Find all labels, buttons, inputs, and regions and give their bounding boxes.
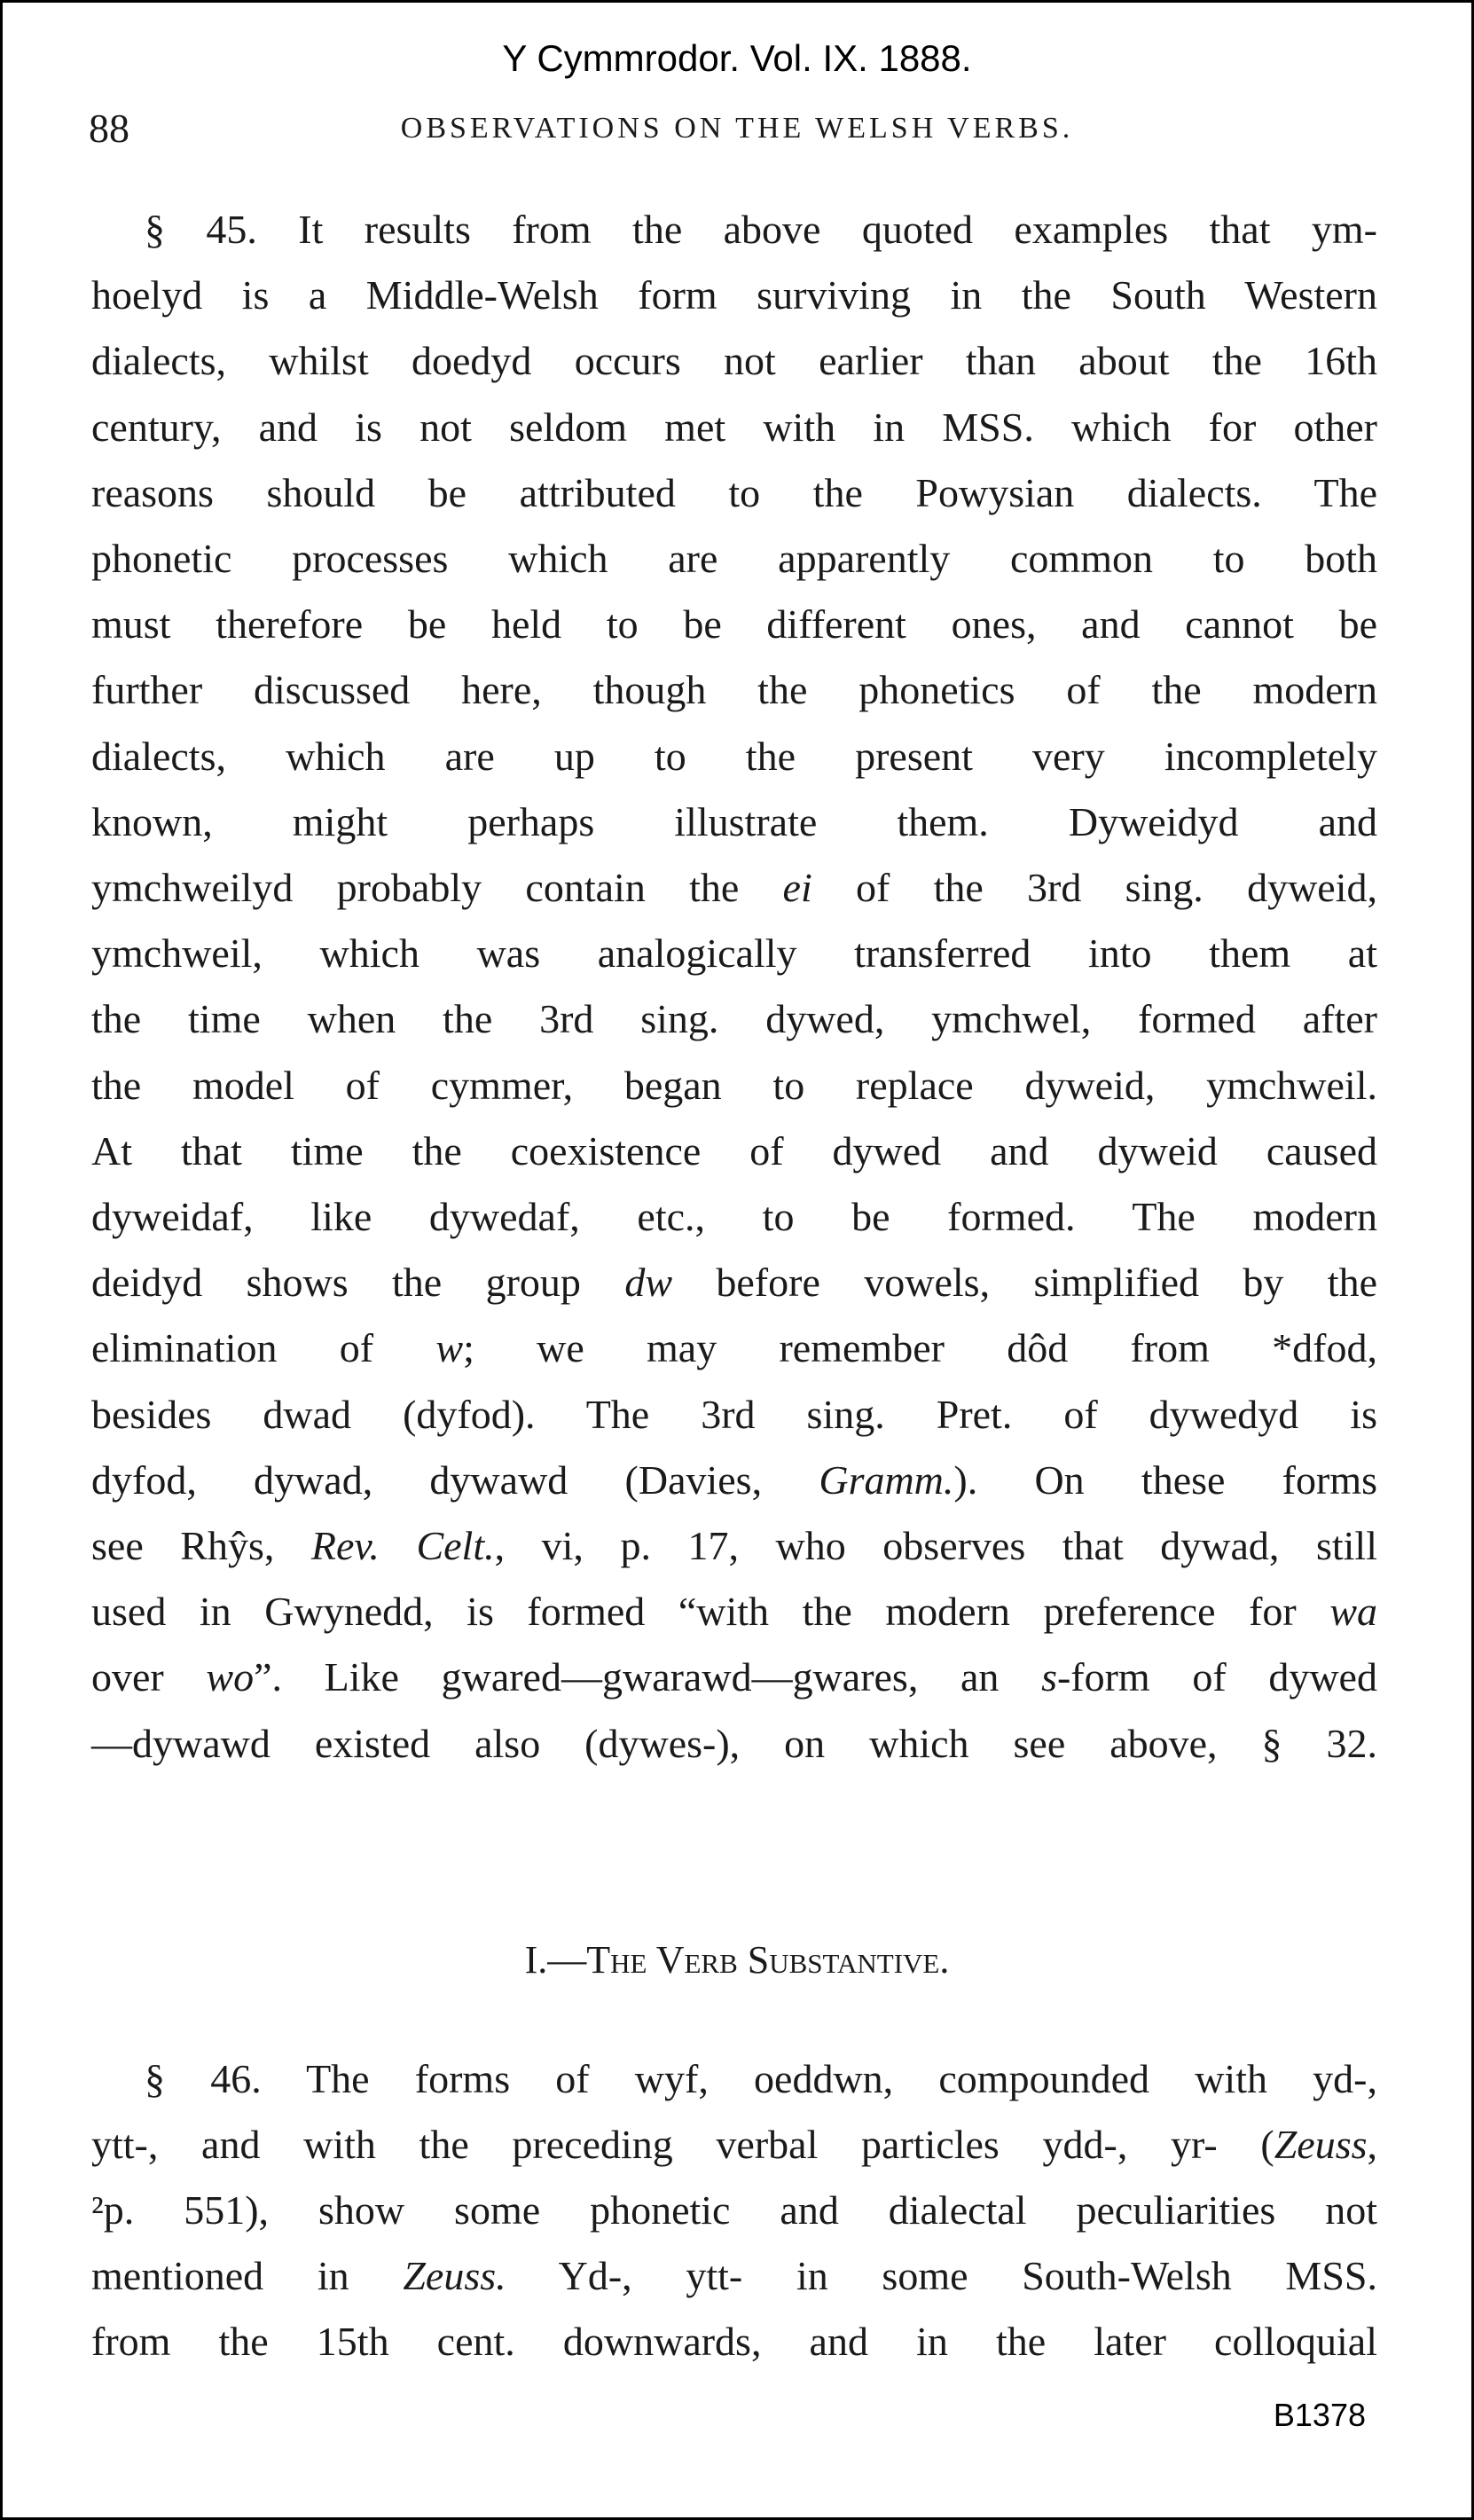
text-segment: deidyd shows the group xyxy=(91,1260,625,1306)
text-segment: see Rhŷs, xyxy=(91,1523,311,1568)
text-segment: century, and is not seldom met with in MSS. which for other xyxy=(91,404,1377,450)
text-segment: reasons should be attributed to the Powysian dialects. The xyxy=(91,469,1377,515)
text-line xyxy=(145,205,1377,255)
text-line xyxy=(145,2054,1377,2104)
text-segment: ”. Like gwared—gwarawd—gwares, an xyxy=(254,1654,1042,1700)
italic-term: Zeuss xyxy=(1274,2122,1368,2167)
text-line xyxy=(91,403,1377,452)
text-line xyxy=(91,994,1377,1044)
text-segment: , vi, p. 17, who observes that dywad, still xyxy=(494,1523,1377,1568)
text-segment: ymchweil, which was analogically transferred into them at xyxy=(91,930,1377,977)
text-line xyxy=(91,1323,1377,1373)
italic-term: wo xyxy=(206,1654,255,1700)
text-line xyxy=(91,665,1377,715)
italic-term: Rev. Celt. xyxy=(310,1523,495,1568)
text-segment: from the 15th cent. downwards, and in the later colloquial xyxy=(91,2319,1377,2364)
archive-header-stamp: Y Cymmrodor. Vol. IX. 1888. xyxy=(502,37,972,79)
text-segment: dyweidaf, like dywedaf, etc., to be formed. The modern xyxy=(91,1194,1377,1239)
text-segment: —dywawd existed also (dywes-), on which see above, § 32. xyxy=(91,1720,1377,1766)
italic-term: Zeuss. xyxy=(403,2253,506,2298)
text-line xyxy=(91,1258,1377,1307)
text-segment: , xyxy=(1367,2122,1377,2167)
text-line xyxy=(91,1390,1377,1440)
italic-term: w xyxy=(435,1325,464,1371)
text-segment: ; we may remember dôd from *dfod, xyxy=(463,1325,1377,1371)
italic-term: dw xyxy=(624,1260,672,1306)
text-segment: -form of dywed xyxy=(1056,1654,1377,1700)
text-segment: § 46. The forms of wyf, oeddwn, compounded with yd-, xyxy=(145,2056,1377,2101)
text-segment: elimination of xyxy=(91,1325,436,1371)
text-line xyxy=(91,2251,1377,2301)
text-segment: At that time the coexistence of dywed and dyweid caused xyxy=(91,1127,1377,1174)
page-number: 88 xyxy=(89,106,129,151)
text-segment: used in Gwynedd, is formed “with the modern preference for xyxy=(91,1589,1330,1635)
text-line xyxy=(91,2120,1377,2170)
text-segment: before vowels, simplified by the xyxy=(672,1260,1377,1306)
text-line xyxy=(91,1192,1377,1242)
text-line xyxy=(91,797,1377,847)
text-segment: dialects, which are up to the present very incompletely xyxy=(91,733,1377,779)
text-line xyxy=(91,1061,1377,1111)
text-segment: Yd-, ytt- in some South-Welsh MSS. xyxy=(506,2253,1377,2298)
text-line xyxy=(91,1587,1377,1637)
text-segment: mentioned in xyxy=(91,2253,404,2298)
text-segment: phonetic processes which are apparently common to both xyxy=(91,536,1377,581)
text-line xyxy=(91,1719,1377,1769)
section-heading: I.—The Verb Substantive. xyxy=(524,1938,950,1982)
text-segment: of the 3rd sing. dyweid, xyxy=(811,865,1377,910)
text-segment: the model of cymmer, began to replace dyweid, ymchweil. xyxy=(91,1062,1377,1108)
text-line xyxy=(91,336,1377,386)
text-line xyxy=(91,534,1377,584)
running-title: OBSERVATIONS ON THE WELSH VERBS. xyxy=(400,112,1074,145)
italic-term: ei xyxy=(782,865,812,910)
text-segment: ²p. 551), show some phonetic and dialectal peculiarities not xyxy=(91,2187,1377,2233)
text-segment: dialects, whilst doedyd occurs not earlier than about the 16th xyxy=(91,338,1377,384)
text-line xyxy=(91,271,1377,320)
text-segment: hoelyd is a Middle-Welsh form surviving in the South Western xyxy=(91,272,1377,318)
text-segment: ytt-, and with the preceding verbal particles ydd-, yr- ( xyxy=(91,2122,1274,2167)
italic-term: s xyxy=(1041,1654,1057,1700)
archive-code-stamp: B1378 xyxy=(1273,2397,1366,2433)
text-line xyxy=(91,468,1377,518)
text-line xyxy=(91,732,1377,781)
text-segment: ymchweilyd probably contain the xyxy=(91,865,783,910)
text-line xyxy=(91,1127,1377,1176)
italic-term: wa xyxy=(1329,1589,1377,1635)
text-segment: besides dwad (dyfod). The 3rd sing. Pret. of dywedyd is xyxy=(91,1391,1377,1437)
text-line xyxy=(91,600,1377,649)
text-segment: over xyxy=(91,1654,207,1700)
text-line xyxy=(91,2317,1377,2367)
text-line xyxy=(91,1653,1377,1702)
text-segment: known, might perhaps illustrate them. Dyweidyd and xyxy=(91,798,1377,844)
text-segment: further discussed here, though the phonetics of the modern xyxy=(91,667,1377,713)
text-line xyxy=(91,929,1377,978)
text-line xyxy=(91,1456,1377,1505)
text-segment: the time when the 3rd sing. dywed, ymchwel, formed after xyxy=(91,996,1377,1042)
italic-term: Gramm. xyxy=(819,1456,954,1503)
text-segment: ). On these forms xyxy=(953,1456,1378,1503)
text-segment: § 45. It results from the above quoted examples that ym- xyxy=(145,207,1377,252)
text-line xyxy=(91,1521,1377,1571)
text-line xyxy=(91,2186,1377,2235)
text-segment: dyfod, dywad, dywawd (Davies, xyxy=(91,1456,819,1503)
text-line xyxy=(91,863,1377,913)
text-segment: must therefore be held to be different ones, and cannot be xyxy=(91,601,1377,648)
